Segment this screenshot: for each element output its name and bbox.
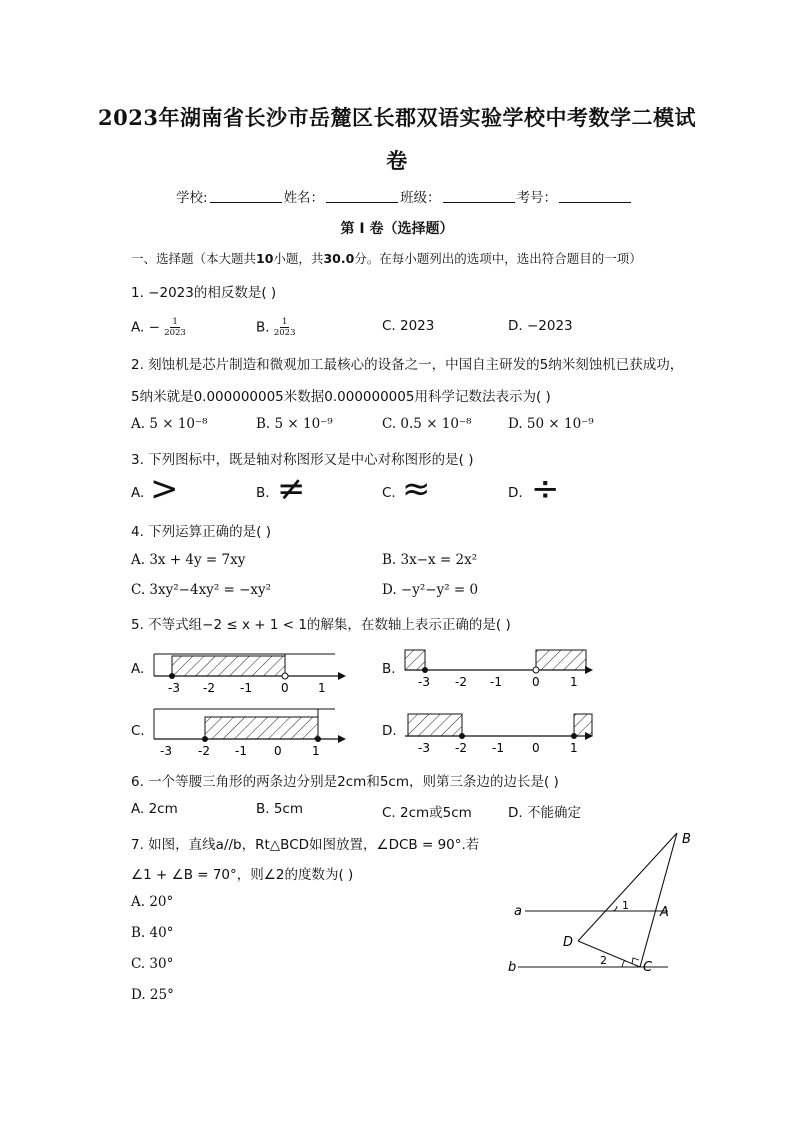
q7-option-c: C. 30° xyxy=(131,956,174,972)
q5-a-tick-1: 1 xyxy=(318,681,326,695)
q5-c-tick-neg1: -1 xyxy=(235,744,247,758)
q6-stem: 6. 一个等腰三角形的两条边分别是2cm和5cm，则第三条边的边长是( ) xyxy=(131,774,559,790)
q7-label-line-a: a xyxy=(514,904,522,919)
q6-option-c: C. 2cm或5cm xyxy=(382,805,472,821)
q7-label-angle-1: 1 xyxy=(622,899,629,912)
q5-b-tick-0: 0 xyxy=(532,675,540,689)
q5-a-tick-0: 0 xyxy=(281,681,289,695)
q4-option-c: C. 3xy²−4xy² = −xy² xyxy=(131,582,272,598)
q5-b-tick-neg1: -1 xyxy=(490,675,502,689)
q5-option-c-letter: C. xyxy=(131,723,145,739)
q2-stem-line2: 5纳米就是0.000000005米数据0.000000005用科学记数法表示为( ) xyxy=(131,389,551,405)
page-title-continued: 卷 xyxy=(386,148,408,173)
q7-option-b: B. 40° xyxy=(131,925,174,941)
q7-label-d-point: D xyxy=(563,935,574,950)
q5-d-tick-neg1: -1 xyxy=(492,741,504,755)
q5-option-d-letter: D. xyxy=(382,723,397,739)
q3-option-b-letter: B. xyxy=(256,485,270,501)
part-heading-count: 10 xyxy=(256,251,274,266)
q5-c-tick-1: 1 xyxy=(312,744,320,758)
q5-b-tick-neg2: -2 xyxy=(455,675,467,689)
q7-label-angle-2: 2 xyxy=(600,954,607,967)
q7-label-c-point: C xyxy=(643,960,653,975)
q3-option-d-letter: D. xyxy=(508,485,523,501)
class-label: 班级： xyxy=(400,190,441,206)
q4-option-b: B. 3x−x = 2x² xyxy=(382,552,478,568)
division-sign-icon: ÷ xyxy=(531,469,560,509)
part-heading-suffix: 分。在每小题列出的选项中，选出符合题目的一项） xyxy=(354,251,642,266)
q5-c-number-line xyxy=(154,709,346,743)
q5-a-tick-neg1: -1 xyxy=(240,681,252,695)
q5-option-b-letter: B. xyxy=(382,661,396,677)
part-heading-score: 30.0 xyxy=(323,251,355,266)
q1-b-denominator: 2023 xyxy=(273,328,296,338)
q5-b-number-line xyxy=(405,650,593,674)
q6-option-b: B. 5cm xyxy=(256,801,304,817)
q7-stem-line2: ∠1 + ∠B = 70°，则∠2的度数为( ) xyxy=(131,867,354,883)
q1-option-c: C. 2023 xyxy=(382,318,435,334)
q5-a-number-line xyxy=(154,654,346,680)
q7-stem-line1: 7. 如图，直线a//b，Rt△BCD如图放置，∠DCB = 90°.若 xyxy=(131,837,480,853)
q4-option-d: D. −y²−y² = 0 xyxy=(382,582,479,598)
q5-d-tick-1: 1 xyxy=(570,741,578,755)
q5-c-tick-neg2: -2 xyxy=(198,744,210,758)
q7-option-d: D. 25° xyxy=(131,987,174,1003)
section-title: 第 I 卷（选择题） xyxy=(340,221,454,237)
q1-b-numerator: 1 xyxy=(281,317,288,327)
q5-b-tick-1: 1 xyxy=(570,675,578,689)
q6-option-d: D. 不能确定 xyxy=(508,805,581,821)
q7-geometry-figure xyxy=(518,833,677,967)
approx-equal-icon: ≈ xyxy=(402,469,431,509)
q5-d-number-line xyxy=(405,714,593,740)
q1-option-a-letter: A. xyxy=(131,319,145,336)
q5-d-tick-neg3: -3 xyxy=(418,741,430,755)
q3-option-a-letter: A. xyxy=(131,485,145,501)
q1-option-a-sign: − xyxy=(148,319,160,336)
q6-option-a: A. 2cm xyxy=(131,801,178,817)
q1-option-d: D. −2023 xyxy=(508,318,573,334)
q2-option-b: B. 5 × 10⁻⁹ xyxy=(256,416,333,432)
q7-option-a: A. 20° xyxy=(131,894,174,910)
q2-option-c: C. 0.5 × 10⁻⁸ xyxy=(382,416,472,432)
q4-option-a: A. 3x + 4y = 7xy xyxy=(131,552,246,568)
q5-a-tick-neg2: -2 xyxy=(203,681,215,695)
q1-a-denominator: 2023 xyxy=(164,328,186,338)
q5-option-a-letter: A. xyxy=(131,661,145,677)
q2-option-a: A. 5 × 10⁻⁸ xyxy=(131,416,208,432)
q5-c-tick-neg3: -3 xyxy=(160,744,172,758)
q3-stem: 3. 下列图标中，既是轴对称图形又是中心对称图形的是( ) xyxy=(131,452,474,468)
q5-b-tick-neg3: -3 xyxy=(418,675,430,689)
not-equal-icon: ≠ xyxy=(277,469,306,509)
q7-label-line-b: b xyxy=(508,960,517,975)
q7-label-a-point: A xyxy=(660,905,669,920)
page-title: 2023年湖南省长沙市岳麓区长郡双语实验学校中考数学二模试 xyxy=(98,105,696,130)
q5-d-tick-neg2: -2 xyxy=(455,741,467,755)
q7-label-b-point: B xyxy=(682,832,691,847)
part-heading-prefix: 一、选择题（本大题共 xyxy=(131,251,257,266)
q5-stem: 5. 不等式组−2 ≤ x + 1 < 1的解集，在数轴上表示正确的是( ) xyxy=(131,617,511,633)
q1-a-numerator: 1 xyxy=(172,317,178,327)
q5-d-tick-0: 0 xyxy=(532,741,540,755)
q5-a-tick-neg3: -3 xyxy=(168,681,180,695)
q4-stem: 4. 下列运算正确的是( ) xyxy=(131,524,271,540)
q3-option-c-letter: C. xyxy=(382,485,396,501)
q1-option-b-letter: B. xyxy=(256,319,270,336)
q2-option-d: D. 50 × 10⁻⁹ xyxy=(508,416,594,432)
greater-than-icon: > xyxy=(150,469,179,509)
exam-no-label: 考号： xyxy=(516,190,558,206)
q2-stem-line1: 2. 刻蚀机是芯片制造和微观加工最核心的设备之一，中国自主研发的5纳米刻蚀机已获成功， xyxy=(131,357,684,373)
part-heading-mid: 小题，共 xyxy=(273,251,324,266)
name-label: 姓名： xyxy=(283,190,325,206)
school-label: 学校: xyxy=(176,190,208,206)
q5-c-tick-0: 0 xyxy=(274,744,282,758)
q1-stem: 1. −2023的相反数是( ) xyxy=(131,285,277,301)
